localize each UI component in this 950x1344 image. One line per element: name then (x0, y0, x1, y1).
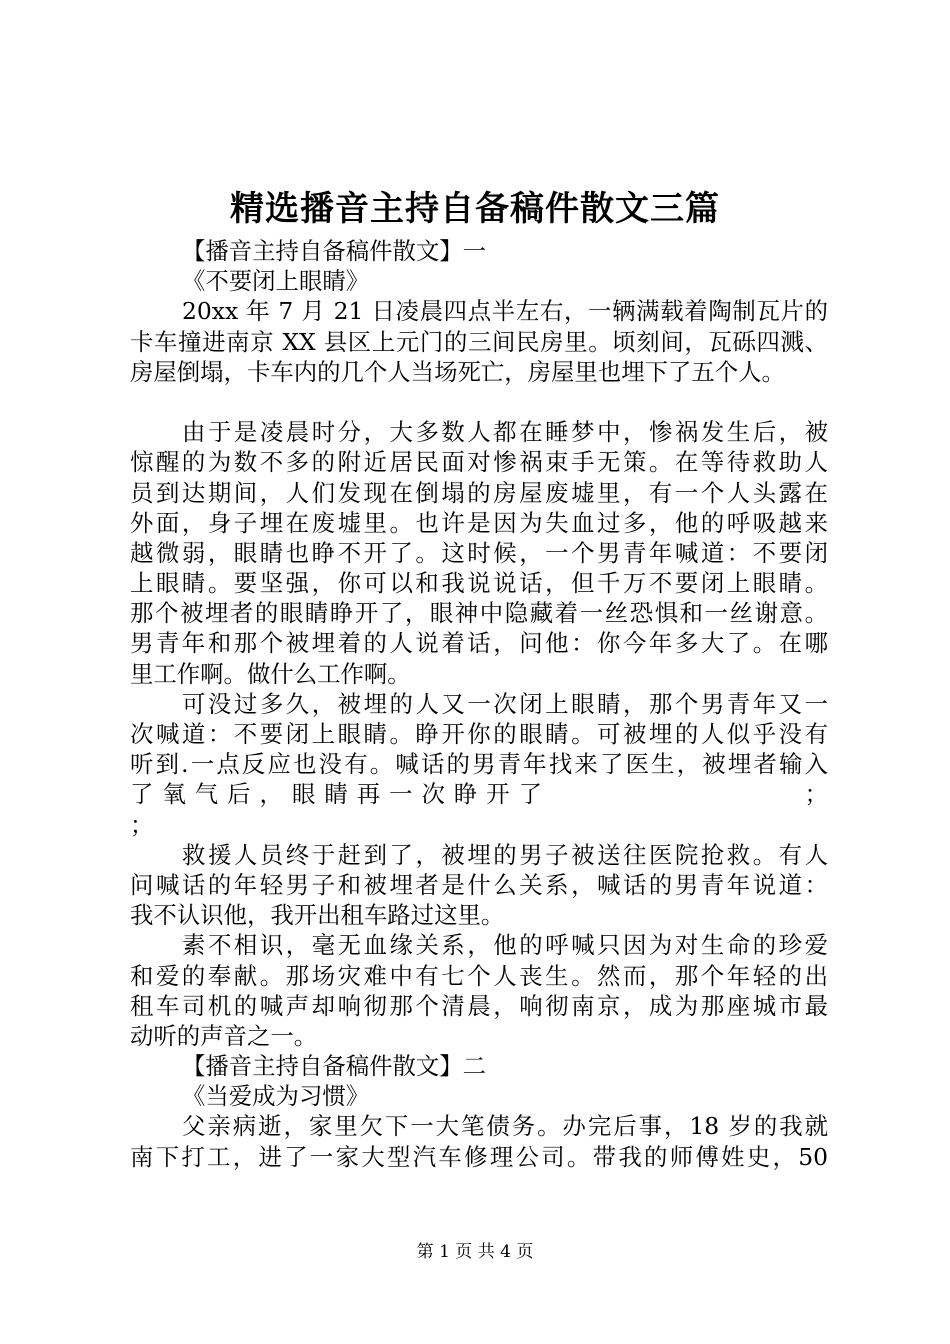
document-title: 精选播音主持自备稿件散文三篇 (230, 189, 720, 229)
text-fragment: ； (804, 780, 828, 809)
text-line: 员到达期间，人们发现在倒塌的房屋废墟里，有一个人头露在 (130, 478, 828, 507)
essay-title: 《不要闭上眼睛》 (182, 267, 370, 296)
text-line: 南下打工，进了一家大型汽车修理公司。带我的师傅姓史，50 (130, 1142, 828, 1171)
text-line: 卡车撞进南京 XX 县区上元门的三间民房里。顷刻间，瓦砾四溅、 (130, 327, 828, 356)
text-line: 上眼睛。要坚强，你可以和我说说话，但千万不要闭上眼睛。 (130, 569, 828, 598)
text-line: 次喊道：不要闭上眼睛。睁开你的眼睛。可被埋的人似乎没有 (130, 720, 828, 748)
text-fragment: 了氧气后，眼睛再一次睁开了 (130, 780, 552, 809)
text-line: 越微弱，眼睛也睁不开了。这时候，一个男青年喊道：不要闭 (130, 538, 828, 567)
section-heading: 【播音主持自备稿件散文】二 (182, 1052, 487, 1081)
paragraph-gap (130, 387, 828, 417)
text-line: 男青年和那个被埋着的人说着话，问他：你今年多大了。在哪 (130, 629, 828, 658)
text-line: 救援人员终于赶到了，被埋的男子被送往医院抢救。有人 (182, 840, 828, 869)
essay-title: 《当爱成为习惯》 (182, 1082, 370, 1111)
text-line: 那个被埋者的眼睛睁开了，眼神中隐藏着一丝恐惧和一丝谢意。 (130, 599, 828, 628)
text-line: 听到.一点反应也没有。喊话的男青年找来了医生，被埋者输入 (130, 750, 828, 779)
text-line-split (130, 779, 828, 809)
text-line: 由于是凌晨时分，大多数人都在睡梦中，惨祸发生后，被 (182, 418, 828, 447)
text-line: 20xx 年 7 月 21 日凌晨四点半左右，一辆满载着陶制瓦片的 (182, 297, 828, 326)
text-line: ； (130, 810, 154, 839)
page-footer: 第 1 页 共 4 页 (416, 1242, 534, 1262)
text-line: 动听的声音之一。 (130, 1021, 318, 1050)
text-line: 租车司机的喊声却响彻那个清晨，响彻南京，成为那座城市最 (130, 991, 828, 1020)
document-body (130, 236, 828, 1172)
text-line: 房屋倒塌，卡车内的几个人当场死亡，房屋里也埋下了五个人。 (130, 357, 785, 386)
text-line: 惊醒的为数不多的附近居民面对惨祸束手无策。在等待救助人 (130, 448, 828, 477)
text-line: 我不认识他，我开出租车路过这里。 (130, 901, 505, 930)
text-line: 外面，身子埋在废墟里。也许是因为失血过多，他的呼吸越来 (130, 508, 828, 537)
text-line: 素不相识，毫无血缘关系，他的呼喊只因为对生命的珍爱 (182, 931, 828, 960)
text-line: 问喊话的年轻男子和被埋者是什么关系，喊话的男青年说道： (130, 870, 828, 899)
section-heading: 【播音主持自备稿件散文】一 (182, 237, 487, 265)
text-line: 里工作啊。做什么工作啊。 (130, 659, 411, 688)
text-line: 和爱的奉献。那场灾难中有七个人丧生。然而，那个年轻的出 (130, 961, 828, 990)
text-line: 可没过多久，被埋的人又一次闭上眼睛，那个男青年又一 (182, 689, 828, 718)
text-line: 父亲病逝，家里欠下一大笔债务。办完后事，18 岁的我就 (182, 1112, 828, 1141)
